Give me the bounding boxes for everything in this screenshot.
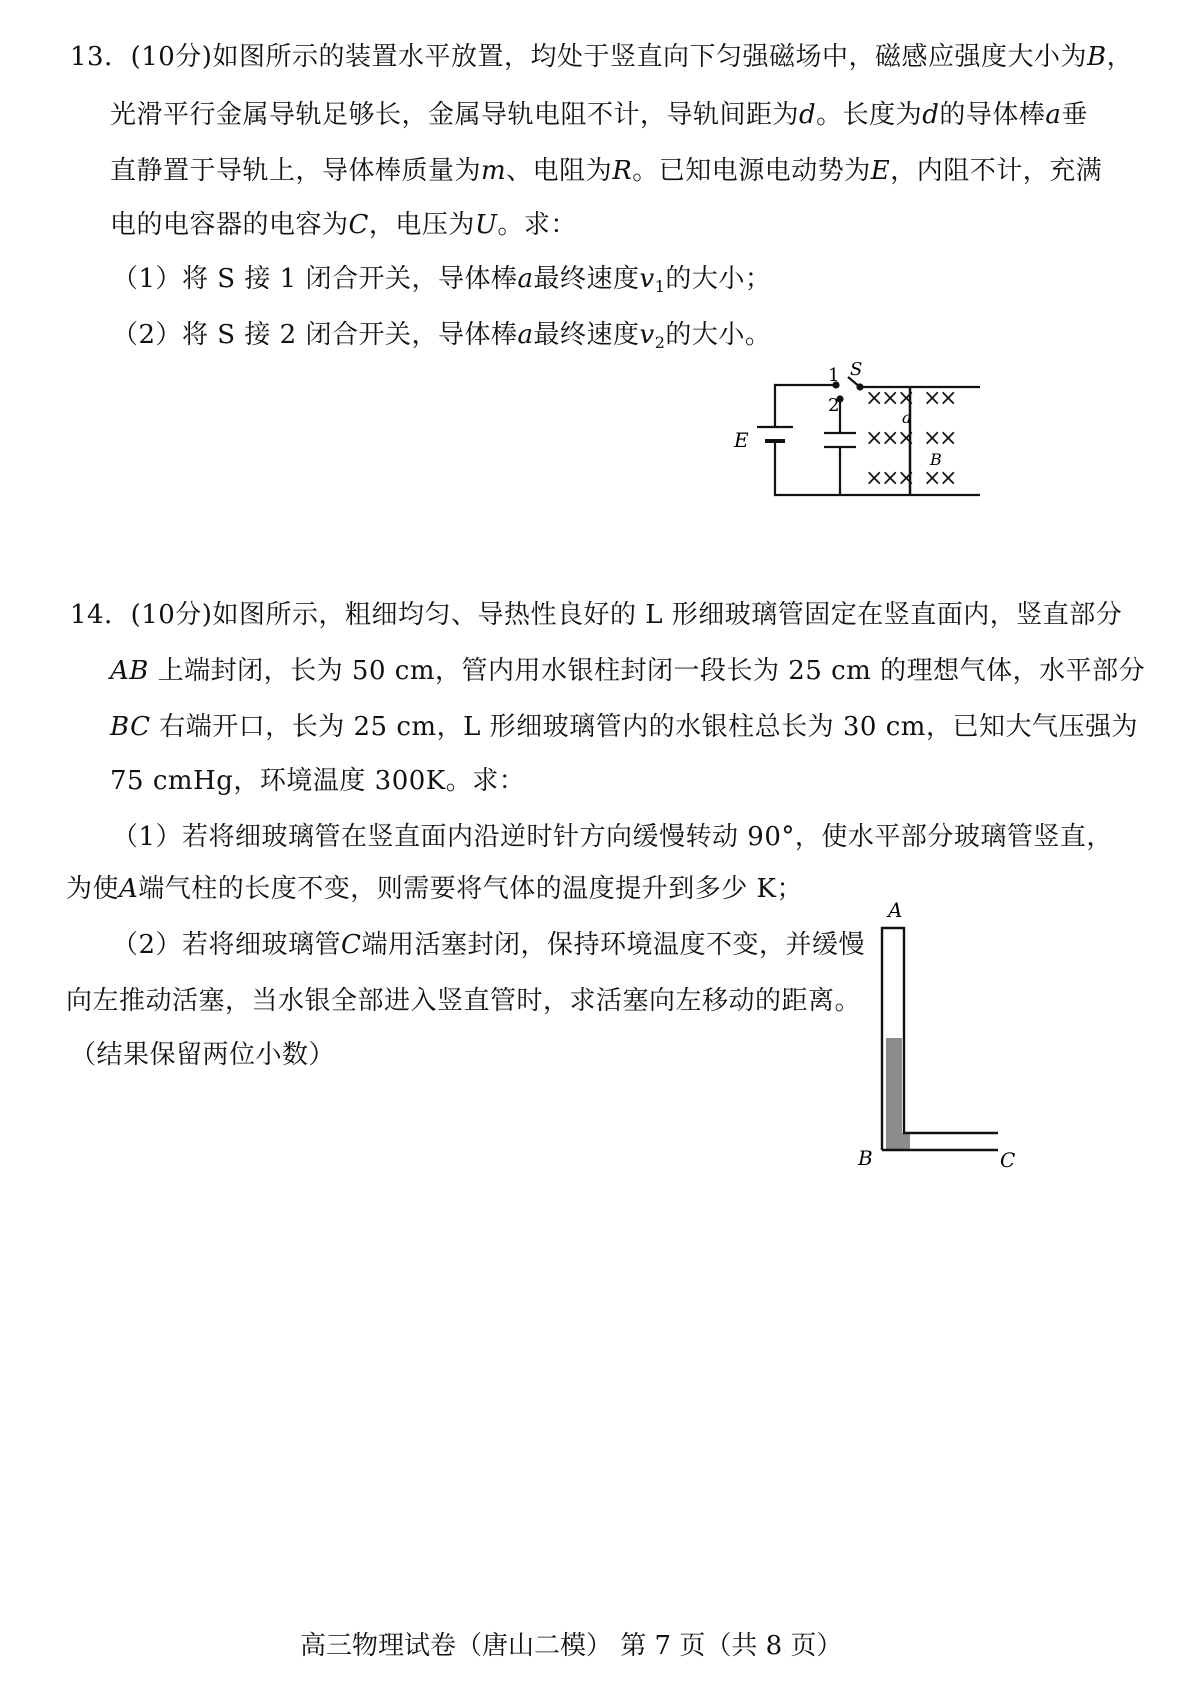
q14-sub1-line-1 (112, 820, 1113, 854)
q13-var-d2: d (922, 100, 940, 130)
q13-text-4b: ，电压为 (368, 210, 475, 240)
field-cross: × (939, 386, 958, 411)
q14-sub2-line-1 (112, 928, 865, 962)
q13-text-2c: 的导体棒 (939, 100, 1046, 130)
field-cross: × (865, 466, 884, 491)
q13-var-C: C (348, 210, 369, 240)
q14-line-3 (110, 710, 1138, 744)
q13-text-4a: 电的电容器的电容为 (110, 210, 349, 240)
page-footer (300, 1625, 842, 1662)
q13-circuit-diagram (720, 355, 1000, 505)
q14-text-1: 14．(10分)如图所示，粗细均匀、导热性良好的 L 形细玻璃管固定在竖直面内，竖直部分 (70, 600, 1123, 630)
q14-line-4 (110, 764, 525, 798)
q13-sub2-text-c: 的大小。 (665, 320, 772, 350)
q13-sub1-var-a: a (517, 264, 534, 294)
q14-sub1-text-2a: 为使 (66, 874, 120, 904)
q14-sub2-text-1b: 端用活塞封闭，保持环境温度不变，并缓慢 (361, 930, 865, 960)
circuit-wire-top-left (775, 385, 835, 427)
q13-sub1-text-b: 最终速度 (533, 264, 640, 294)
field-label-B: B (930, 450, 942, 469)
switch-label-1: 1 (828, 365, 840, 386)
q13-sub2-text-a: （2）将 S 接 2 闭合开关，导体棒 (112, 320, 518, 350)
field-cross: × (939, 426, 958, 451)
field-cross: × (881, 386, 900, 411)
q13-sub2-text-b: 最终速度 (533, 320, 640, 350)
field-cross: × (881, 426, 900, 451)
q14-var-C: C (341, 930, 362, 960)
q14-text-2: 上端封闭，长为 50 cm，管内用水银柱封闭一段长为 25 cm 的理想气体，水平部分 (157, 656, 1146, 686)
q14-sub1-text-2b: 端气柱的长度不变，则需要将气体的温度提升到多少 K； (138, 874, 803, 904)
q14-var-BC: BC (110, 712, 151, 742)
q13-sub2-var-v: v (639, 320, 655, 350)
q13-var-B: B (1086, 42, 1107, 72)
q13-text-3a: 直静置于导轨上，导体棒质量为 (110, 156, 482, 186)
q13-var-d: d (799, 100, 817, 130)
field-cross: × (881, 466, 900, 491)
tube-label-A: A (888, 898, 903, 922)
q13-var-E: E (870, 156, 891, 186)
q13-sub-2 (112, 318, 771, 360)
switch-label-S: S (850, 359, 863, 380)
battery-label-E: E (734, 428, 749, 452)
field-cross: × (865, 386, 884, 411)
q13-sub1-subscript: 1 (654, 277, 666, 296)
q13-line-2 (110, 98, 1088, 132)
q14-sub2-text-3: （结果保留两位小数） (70, 1040, 336, 1070)
q13-text-4c: 。求： (497, 210, 577, 240)
q13-var-R: R (612, 156, 633, 186)
q14-sub2-line-2 (66, 984, 861, 1018)
q14-sub2-text-1a: （2）若将细玻璃管 (112, 930, 342, 960)
footer-text: 高三物理试卷（唐山二模） 第 7 页（共 8 页） (300, 1631, 843, 1661)
q13-text-2b: 。长度为 (816, 100, 923, 130)
q13-sub1-var-v: v (639, 264, 655, 294)
q13-text-1: 13．(10分)如图所示的装置水平放置，均处于竖直向下匀强磁场中，磁感应强度大小为 (70, 42, 1087, 72)
mercury-horizontal (886, 1133, 910, 1150)
q14-sub1-line-2 (66, 872, 803, 906)
q13-text-3b: 、电阻为 (506, 156, 613, 186)
q13-sub-1 (112, 262, 771, 304)
q14-var-AB: AB (110, 656, 149, 686)
q13-var-U: U (474, 210, 498, 240)
tube-label-B: B (858, 1146, 873, 1170)
q13-sub1-text-c: 的大小； (665, 264, 772, 294)
field-cross: × (897, 386, 916, 411)
q14-sub1-text-1: （1）若将细玻璃管在竖直面内沿逆时针方向缓慢转动 90°，使水平部分玻璃管竖直， (112, 822, 1113, 852)
field-cross: × (923, 466, 942, 491)
q13-text-2end: 垂 (1061, 100, 1088, 130)
q13-sub2-subscript: 2 (654, 333, 666, 352)
field-cross: × (923, 386, 942, 411)
q14-line-1 (70, 598, 1122, 632)
q14-var-A: A (119, 874, 139, 904)
q14-l-tube-diagram (850, 895, 1040, 1185)
field-cross: × (897, 426, 916, 451)
q14-text-4: 75 cmHg，环境温度 300K。求： (110, 766, 526, 796)
q13-sub1-text-a: （1）将 S 接 1 闭合开关，导体棒 (112, 264, 518, 294)
switch-label-2: 2 (828, 395, 840, 416)
magnetic-field-crosses (865, 386, 957, 491)
q13-var-a: a (1045, 100, 1062, 130)
tube-label-C: C (1000, 1148, 1016, 1172)
q13-sub2-var-a: a (517, 320, 534, 350)
q13-text-3d: ，内阻不计，充满 (890, 156, 1103, 186)
q14-sub2-text-2: 向左推动活塞，当水银全部进入竖直管时，求活塞向左移动的距离。 (66, 986, 862, 1016)
q13-text-2a: 光滑平行金属导轨足够长，金属导轨电阻不计，导轨间距为 (110, 100, 800, 130)
q13-text-1-end: ， (1106, 42, 1134, 72)
field-cross: × (865, 426, 884, 451)
q13-line-1 (70, 40, 1133, 74)
rod-label-a: a (902, 408, 912, 427)
q13-var-m: m (481, 156, 507, 186)
field-cross: × (897, 466, 916, 491)
q13-text-3c: 。已知电源电动势为 (632, 156, 871, 186)
q13-line-4 (110, 208, 577, 242)
field-cross: × (923, 426, 942, 451)
field-cross: × (939, 466, 958, 491)
q14-sub2-line-3 (70, 1038, 335, 1072)
q13-line-3 (110, 154, 1102, 188)
q14-text-3: 右端开口，长为 25 cm，L 形细玻璃管内的水银柱总长为 30 cm，已知大气压强为 (159, 712, 1138, 742)
q14-line-2 (110, 654, 1145, 688)
